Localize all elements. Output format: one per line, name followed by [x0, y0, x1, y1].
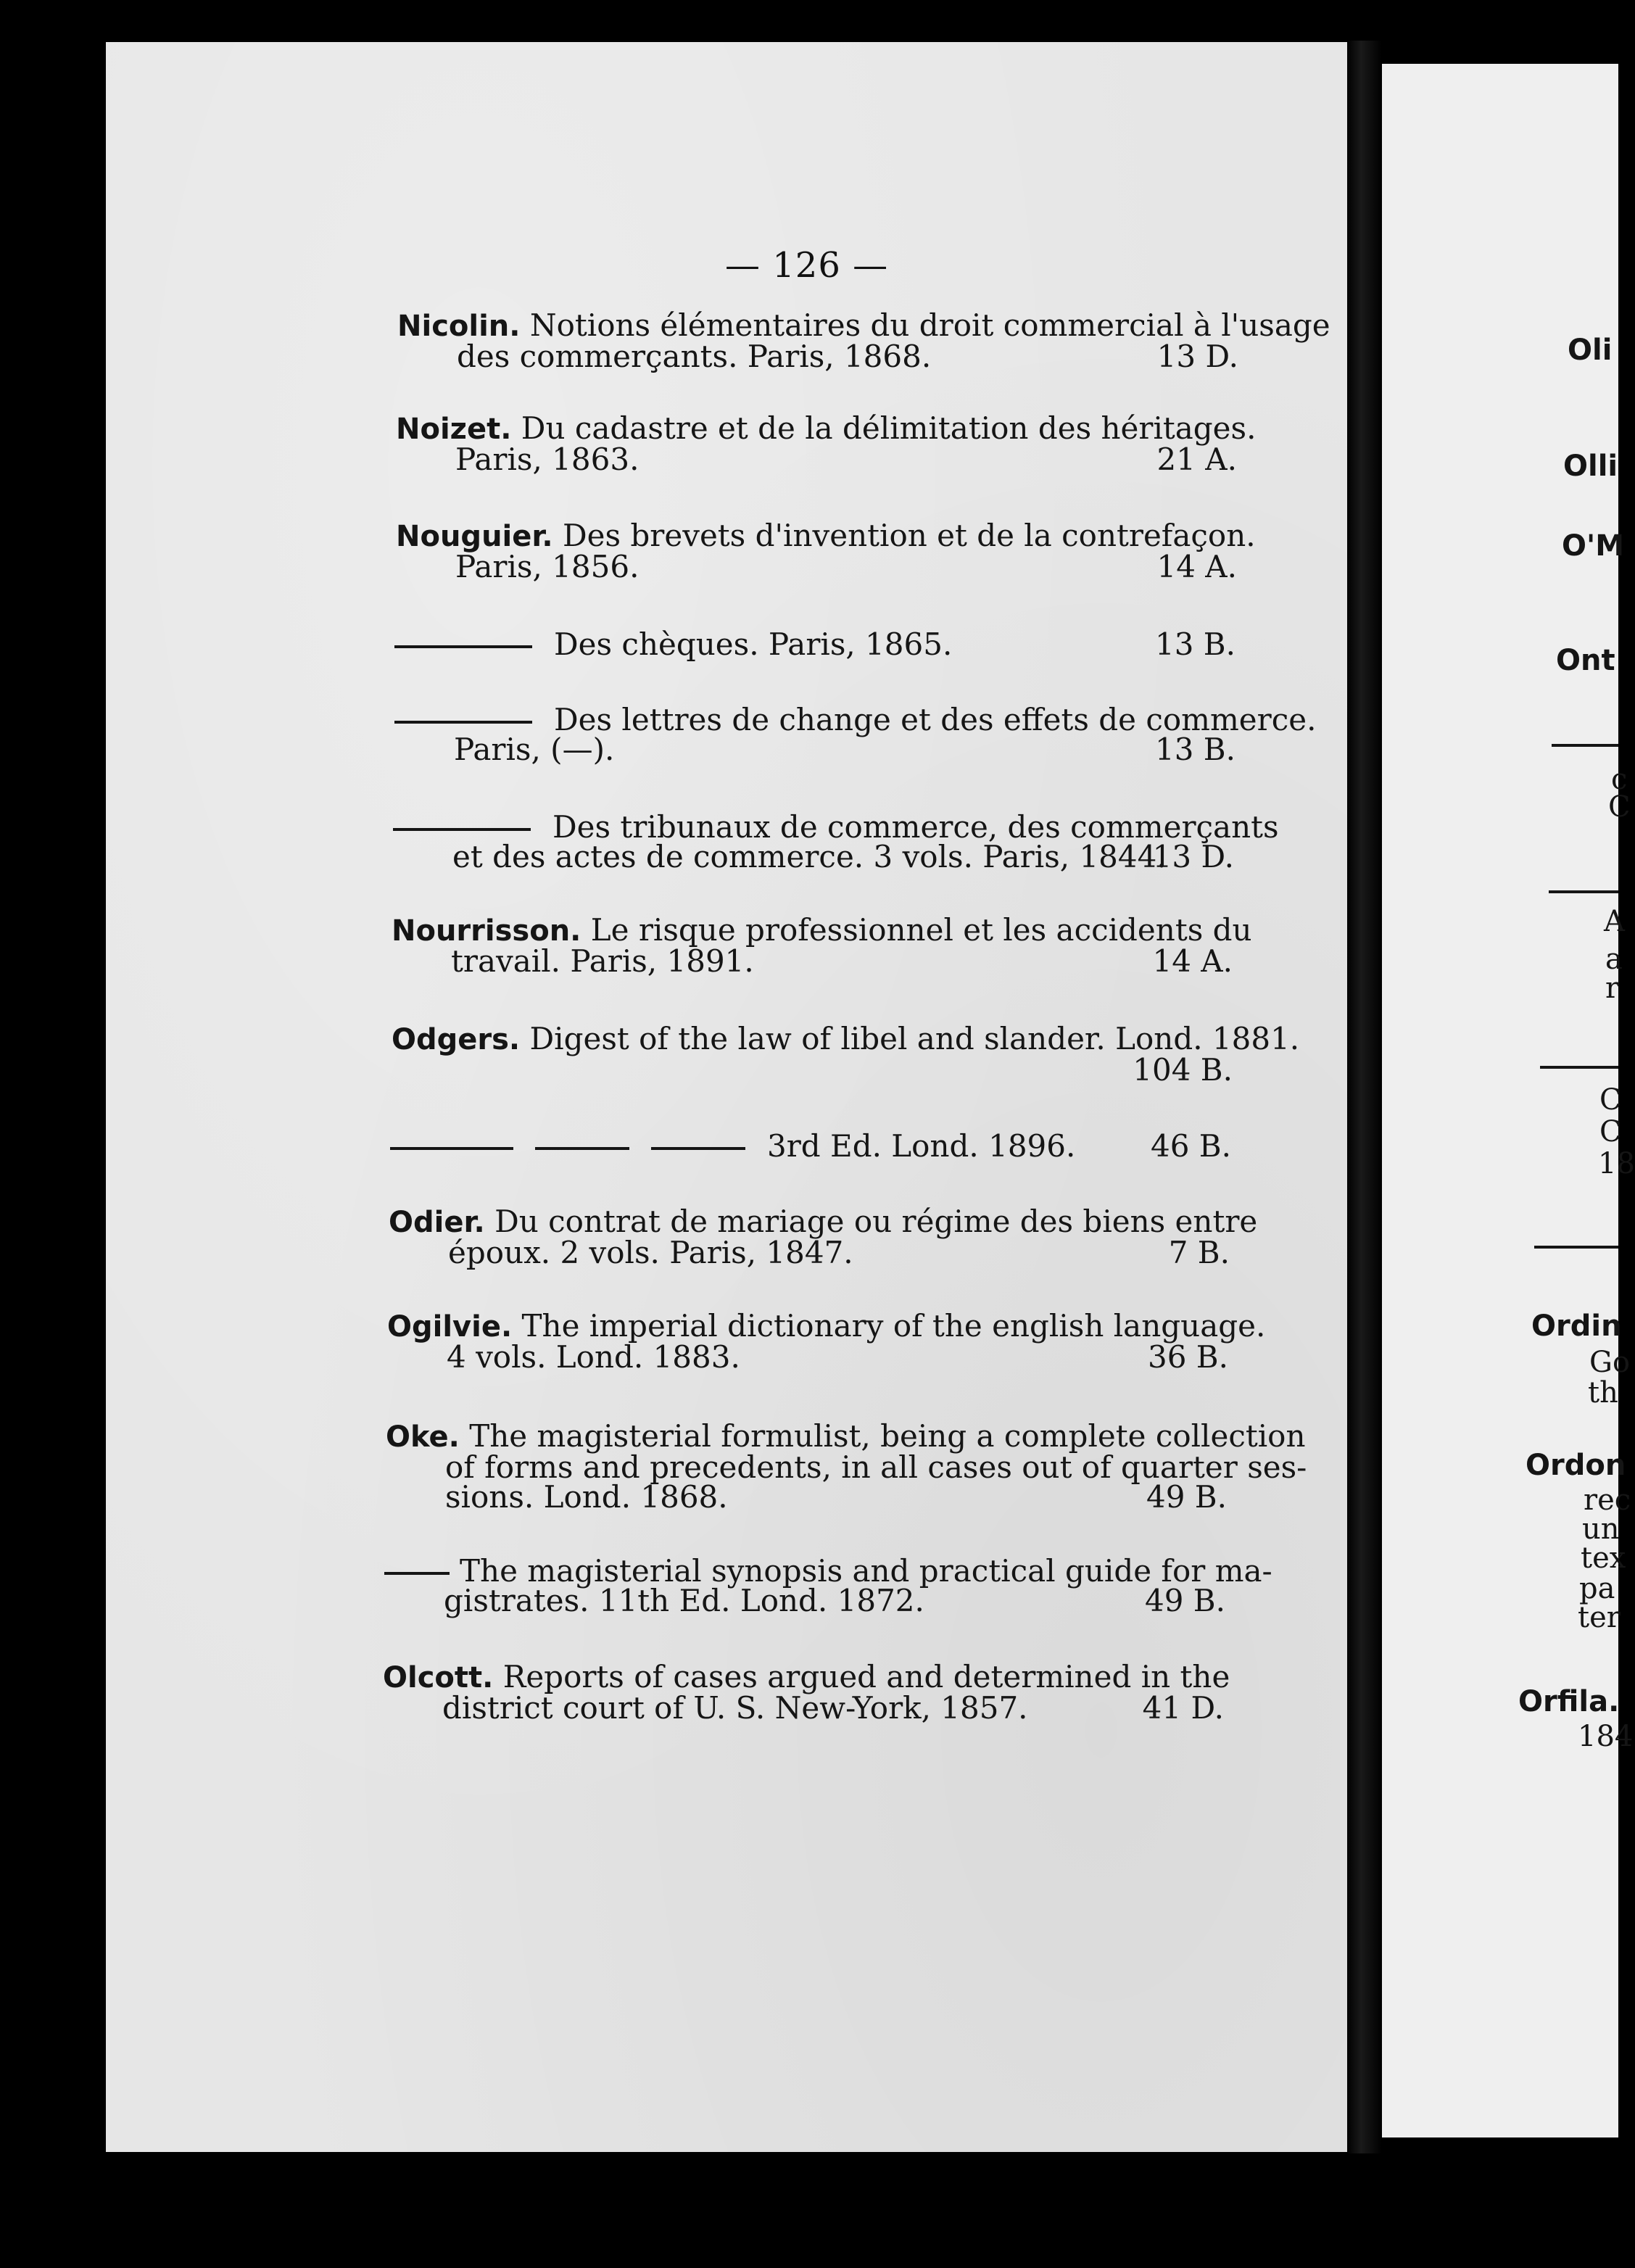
entry-price: 13 D.	[1156, 339, 1238, 374]
right-page-fragment: C	[1599, 1083, 1622, 1117]
bibliography-entry	[394, 626, 1235, 662]
ditto-dash	[394, 645, 532, 648]
entry-text: Paris, 1856.	[455, 549, 639, 584]
right-page-fragment: a	[1605, 943, 1623, 976]
right-page-fragment: Ont	[1556, 644, 1615, 677]
entry-text: Reports of cases argued and determined in the	[502, 1659, 1230, 1694]
entry-text: 4 vols. Lond. 1883.	[447, 1339, 740, 1375]
entry-price: 21 A.	[1156, 442, 1237, 477]
entry-text: The imperial dictionary of the english language.	[521, 1308, 1266, 1344]
entry-text: of forms and precedents, in all cases out of quarter ses-	[445, 1449, 1307, 1485]
right-page-fragment: r	[1605, 972, 1620, 1005]
ditto-dash	[390, 1147, 513, 1150]
right-page-fragment: Olli	[1563, 450, 1618, 483]
entry-text: district court of U. S. New-York, 1857.	[442, 1690, 1028, 1726]
right-page-fragment: C	[1599, 1115, 1622, 1149]
right-page-fragment: Ordon	[1526, 1449, 1626, 1482]
entry-price: 49 B.	[1144, 1583, 1225, 1618]
bibliography-entry	[392, 1021, 1300, 1088]
right-page-rule	[1552, 744, 1618, 747]
entry-text: Des lettres de change et des effets de commerce.	[554, 702, 1317, 737]
entry-price: 49 B.	[1146, 1479, 1227, 1515]
right-page-fragment: th	[1588, 1376, 1618, 1410]
entry-price: 13 B.	[1154, 732, 1235, 767]
entry-price: 14 A.	[1152, 943, 1233, 979]
bibliography-entry	[393, 809, 1279, 874]
entry-price: 41 D.	[1142, 1690, 1224, 1726]
right-page-fragment: Oli	[1568, 334, 1613, 367]
bibliography-entry	[386, 1418, 1307, 1515]
entry-text: époux. 2 vols. Paris, 1847.	[448, 1235, 853, 1270]
ditto-dash	[394, 721, 532, 724]
right-page-rule	[1534, 1246, 1618, 1249]
entry-author: Noizet.	[396, 413, 512, 446]
entry-price: 46 B.	[1150, 1128, 1231, 1164]
right-page-fragment: ter	[1578, 1601, 1620, 1634]
entry-text: Digest of the law of libel and slander. Lond. 1881.	[529, 1021, 1300, 1056]
bibliography-entry	[397, 307, 1330, 374]
entry-price: 7 B.	[1168, 1235, 1230, 1270]
entry-author: Olcott.	[383, 1661, 494, 1694]
entry-author: Odier.	[389, 1206, 485, 1239]
right-page-fragment: A	[1604, 905, 1625, 938]
entry-text: Des chèques. Paris, 1865.	[554, 626, 953, 662]
bibliography-entry	[396, 518, 1256, 584]
right-page-fragment: Ordin	[1531, 1309, 1622, 1343]
right-page-fragment: 18	[1598, 1147, 1635, 1180]
bibliography-entry	[384, 1553, 1272, 1618]
right-page-fragment: Orfila.	[1518, 1685, 1620, 1718]
right-page-cropped	[1382, 64, 1618, 2137]
right-page-fragment: Go	[1589, 1346, 1631, 1379]
entry-price: 36 B.	[1147, 1339, 1228, 1375]
ditto-dash	[384, 1572, 450, 1575]
entry-text: Paris, (—).	[454, 732, 615, 767]
entry-text: The magisterial synopsis and practical guide for ma-	[460, 1553, 1272, 1589]
right-page-fragment: pa	[1579, 1572, 1615, 1605]
entry-text: Des tribunaux de commerce, des commerçants	[552, 809, 1279, 845]
bibliography-entry	[396, 410, 1257, 477]
entry-text: Notions élémentaires du droit commercial à l'usage	[529, 307, 1330, 343]
right-page-fragment: un	[1582, 1512, 1620, 1546]
entry-author: Nourrisson.	[392, 914, 581, 948]
entry-text: et des actes de commerce. 3 vols. Paris, 1844.	[452, 839, 1167, 874]
entry-text: Du contrat de mariage ou régime des biens entre	[494, 1204, 1258, 1239]
entry-text: des commerçants. Paris, 1868.	[457, 339, 932, 374]
entry-author: Nouguier.	[396, 520, 553, 553]
ditto-dash	[651, 1147, 745, 1150]
entry-text: Le risque professionnel et les accidents du	[590, 912, 1252, 948]
ditto-dash	[535, 1147, 629, 1150]
entry-author: Ogilvie.	[387, 1310, 513, 1344]
entry-price: 14 A.	[1156, 549, 1237, 584]
entry-author: Nicolin.	[397, 310, 521, 343]
entry-price: 13 D.	[1152, 839, 1234, 874]
page-number: — 126 —	[725, 245, 889, 286]
page-gutter	[1347, 41, 1382, 2153]
entry-text: Du cadastre et de la délimitation des héritages.	[521, 410, 1257, 446]
entry-price: 13 B.	[1154, 626, 1235, 662]
bibliography-entry	[390, 1128, 1231, 1164]
right-page-rule	[1540, 1066, 1618, 1069]
entry-author: Odgers.	[392, 1023, 521, 1056]
bibliography-entry	[387, 1308, 1266, 1375]
right-page-fragment: C	[1608, 790, 1631, 824]
bibliography-entry	[383, 1659, 1230, 1726]
ditto-dash	[393, 828, 531, 831]
entry-text: 3rd Ed. Lond. 1896.	[767, 1128, 1076, 1164]
entry-text: gistrates. 11th Ed. Lond. 1872.	[444, 1583, 924, 1618]
entry-price: 104 B.	[1133, 1052, 1233, 1088]
entry-text: Paris, 1863.	[455, 442, 639, 477]
right-page-fragment: tex	[1581, 1541, 1626, 1575]
bibliography-entry	[392, 912, 1252, 979]
bibliography-entry	[389, 1204, 1258, 1270]
right-page-fragment: O'M	[1562, 529, 1625, 563]
entry-text: The magisterial formulist, being a complete collection	[469, 1418, 1306, 1454]
right-page-fragment: c	[1611, 763, 1628, 796]
entry-author: Oke.	[386, 1420, 460, 1454]
right-page-fragment: rec	[1584, 1483, 1631, 1517]
right-page-fragment: 184	[1578, 1720, 1634, 1753]
entry-text: travail. Paris, 1891.	[451, 943, 754, 979]
bibliography-entry	[394, 702, 1317, 767]
right-page-rule	[1549, 890, 1618, 893]
entry-text: Des brevets d'invention et de la contrefaçon.	[562, 518, 1256, 553]
entry-text: sions. Lond. 1868.	[445, 1479, 728, 1515]
